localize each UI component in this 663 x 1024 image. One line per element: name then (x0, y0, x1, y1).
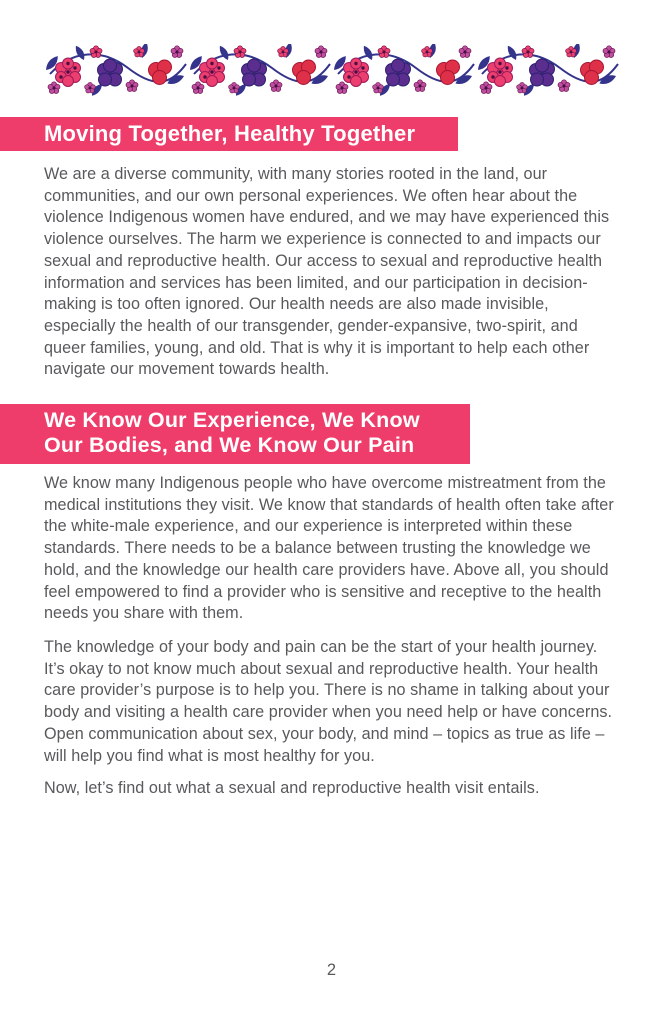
section-1-heading-banner (0, 117, 458, 151)
section-2-heading-line-1: We Know Our Experience, We Know (44, 408, 420, 432)
floral-berry-border-decoration (44, 44, 620, 96)
page-number: 2 (326, 961, 337, 979)
section-2-paragraph-1: We know many Indigenous people who have overcome mistreatment from the medical institutions they visit. We know that standards of health often take after the white-male experience, and our experience is interpreted within these standards. There needs to be a balance between trusting the knowledge we hold, and the knowledge our health care providers have. Above all, you should feel empowered to find a provider who is sensitive and receptive to the health needs you share with them. (44, 474, 614, 623)
section-1-paragraph: We are a diverse community, with many stories rooted in the land, our communities, and our own personal experiences. We often hear about the violence Indigenous women have endured, and we may have experienced this violence ourselves. The harm we experience is connected to and impacts our sexual and reproductive health. Our access to sexual and reproductive health information and services has been limited, and our participation in decision-making is too often ignored. Our health needs are also made invisible, especially the health of our transgender, gender-expansive, two-spirit, and queer families, young, and old. That is why it is important to help each other navigate our movement towards health. (44, 165, 610, 379)
section-2-paragraph-2: The knowledge of your body and pain can be the start of your health journey. It’s okay to not know much about sexual and reproductive health. Your health care provider’s purpose is to help you. There is no shame in talking about your body and visiting a health care provider when you need help or have concerns. Open communication about sex, your body, and mind – topics as true as life – will help you find what is most healthy for you. (44, 638, 613, 765)
section-2-heading-line-2: Our Bodies, and We Know Our Pain (44, 433, 415, 457)
section-2-paragraph-3: Now, let’s find out what a sexual and reproductive health visit entails. (44, 779, 540, 797)
section-2-heading-banner (0, 404, 470, 464)
section-1-heading: Moving Together, Healthy Together (44, 121, 416, 146)
